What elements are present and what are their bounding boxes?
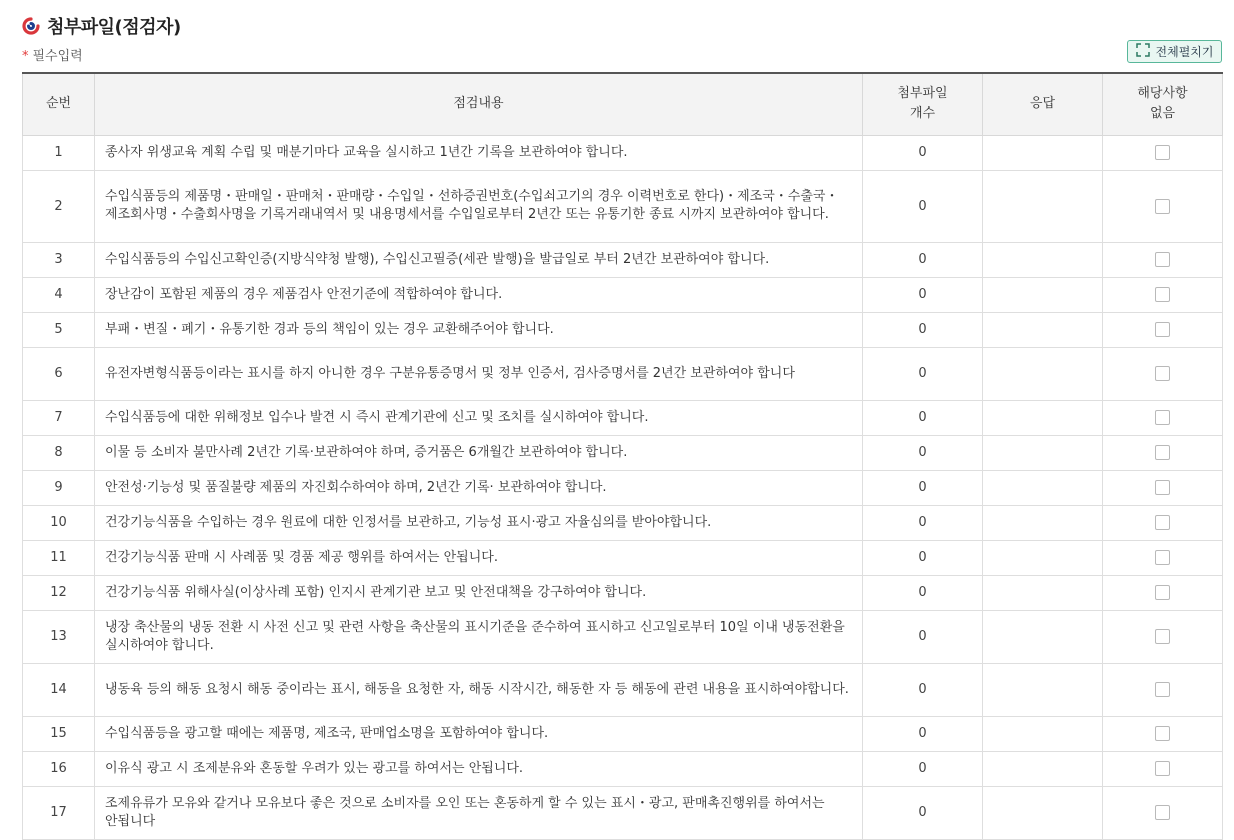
row-not-applicable-cell — [1103, 575, 1223, 610]
col-header-na-line1: 해당사항 — [1137, 86, 1188, 102]
row-number: 14 — [23, 663, 95, 716]
row-number: 4 — [23, 277, 95, 312]
col-header-attachments — [863, 73, 983, 135]
not-applicable-checkbox[interactable] — [1155, 199, 1170, 214]
row-check-content: 수입식품등의 수입신고확인증(지방식약청 발행), 수입신고필증(세관 발행)을 발급일로 부터 2년간 보관하여야 합니다. — [95, 242, 863, 277]
table-row — [23, 312, 1223, 347]
not-applicable-checkbox[interactable] — [1155, 287, 1170, 302]
row-response-cell[interactable] — [983, 400, 1103, 435]
table-row — [23, 575, 1223, 610]
col-header-not-applicable — [1103, 73, 1223, 135]
not-applicable-checkbox[interactable] — [1155, 761, 1170, 776]
row-number: 12 — [23, 575, 95, 610]
row-attachment-count[interactable]: 0 — [863, 610, 983, 663]
row-number: 6 — [23, 347, 95, 400]
row-number: 7 — [23, 400, 95, 435]
table-row — [23, 610, 1223, 663]
row-check-content: 건강기능식품 판매 시 사례품 및 경품 제공 행위를 하여서는 안됩니다. — [95, 540, 863, 575]
col-header-attachments-line1: 첨부파일 — [897, 86, 948, 102]
row-not-applicable-cell — [1103, 663, 1223, 716]
col-header-attachments-line2: 개수 — [909, 106, 936, 122]
row-not-applicable-cell — [1103, 610, 1223, 663]
row-not-applicable-cell — [1103, 347, 1223, 400]
table-row — [23, 135, 1223, 170]
row-response-cell[interactable] — [983, 435, 1103, 470]
not-applicable-checkbox[interactable] — [1155, 682, 1170, 697]
row-attachment-count[interactable]: 0 — [863, 575, 983, 610]
table-row — [23, 435, 1223, 470]
row-attachment-count[interactable]: 0 — [863, 435, 983, 470]
row-response-cell[interactable] — [983, 540, 1103, 575]
row-check-content: 수입식품등을 광고할 때에는 제품명, 제조국, 판매업소명을 포함하여야 합니다. — [95, 716, 863, 751]
row-number: 13 — [23, 610, 95, 663]
row-check-content: 냉동육 등의 해동 요청시 해동 중이라는 표시, 해동을 요청한 자, 해동 시작시간, 해동한 자 등 해동에 관련 내용을 표시하여야합니다. — [95, 663, 863, 716]
table-row — [23, 470, 1223, 505]
row-attachment-count[interactable]: 0 — [863, 400, 983, 435]
row-check-content: 유전자변형식품등이라는 표시를 하지 아니한 경우 구분유통증명서 및 정부 인증서, 검사증명서를 2년간 보관하여야 합니다 — [95, 347, 863, 400]
row-number: 15 — [23, 716, 95, 751]
col-header-content: 점검내용 — [95, 73, 863, 135]
not-applicable-checkbox[interactable] — [1155, 515, 1170, 530]
row-attachment-count[interactable]: 0 — [863, 716, 983, 751]
table-row — [23, 540, 1223, 575]
row-check-content: 냉장 축산물의 냉동 전환 시 사전 신고 및 관련 사항을 축산물의 표시기준을 준수하여 표시하고 신고일로부터 10일 이내 냉동전환을 실시하여야 합니다. — [95, 610, 863, 663]
row-not-applicable-cell — [1103, 135, 1223, 170]
row-not-applicable-cell — [1103, 312, 1223, 347]
row-response-cell[interactable] — [983, 610, 1103, 663]
row-not-applicable-cell — [1103, 716, 1223, 751]
row-check-content: 부패・변질・폐기・유통기한 경과 등의 책임이 있는 경우 교환해주어야 합니다. — [95, 312, 863, 347]
row-not-applicable-cell — [1103, 277, 1223, 312]
row-response-cell[interactable] — [983, 663, 1103, 716]
row-not-applicable-cell — [1103, 786, 1223, 839]
row-check-content: 수입식품등에 대한 위해정보 입수나 발견 시 즉시 관계기관에 신고 및 조치를 실시하여야 합니다. — [95, 400, 863, 435]
not-applicable-checkbox[interactable] — [1155, 445, 1170, 460]
table-row — [23, 751, 1223, 786]
row-check-content: 건강기능식품 위해사실(이상사례 포함) 인지시 관계기관 보고 및 안전대책을 강구하여야 합니다. — [95, 575, 863, 610]
table-body — [23, 135, 1223, 839]
checklist-table-container — [22, 72, 1222, 840]
col-header-response: 응답 — [983, 73, 1103, 135]
not-applicable-checkbox[interactable] — [1155, 480, 1170, 495]
table-row — [23, 170, 1223, 242]
table-row — [23, 347, 1223, 400]
row-check-content: 이유식 광고 시 조제분유와 혼동할 우려가 있는 광고를 하여서는 안됩니다. — [95, 751, 863, 786]
table-row — [23, 663, 1223, 716]
not-applicable-checkbox[interactable] — [1155, 550, 1170, 565]
page-title: 첨부파일(점검자) — [47, 17, 181, 38]
table-row — [23, 505, 1223, 540]
not-applicable-checkbox[interactable] — [1155, 322, 1170, 337]
row-number: 8 — [23, 435, 95, 470]
row-response-cell[interactable] — [983, 347, 1103, 400]
row-response-cell[interactable] — [983, 575, 1103, 610]
row-number: 11 — [23, 540, 95, 575]
row-number: 16 — [23, 751, 95, 786]
table-header-row — [23, 73, 1223, 135]
row-check-content: 장난감이 포함된 제품의 경우 제품검사 안전기준에 적합하여야 합니다. — [95, 277, 863, 312]
table-row — [23, 786, 1223, 839]
col-header-na-line2: 없음 — [1149, 106, 1176, 122]
brand-swirl-icon — [22, 17, 40, 35]
row-check-content: 이물 등 소비자 불만사례 2년간 기록·보관하여야 하며, 증거품은 6개월간 보관하여야 합니다. — [95, 435, 863, 470]
row-attachment-count[interactable]: 0 — [863, 663, 983, 716]
row-check-content: 조제유류가 모유와 같거나 모유보다 좋은 것으로 소비자를 오인 또는 혼동하게 할 수 있는 표시・광고, 판매촉진행위를 하여서는 안됩니다 — [95, 786, 863, 839]
not-applicable-checkbox[interactable] — [1155, 585, 1170, 600]
row-response-cell[interactable] — [983, 170, 1103, 242]
required-note — [22, 45, 83, 64]
row-number: 9 — [23, 470, 95, 505]
row-not-applicable-cell — [1103, 540, 1223, 575]
required-label: 필수입력 — [32, 49, 83, 64]
row-not-applicable-cell — [1103, 170, 1223, 242]
row-response-cell[interactable] — [983, 786, 1103, 839]
not-applicable-checkbox[interactable] — [1155, 726, 1170, 741]
row-attachment-count[interactable]: 0 — [863, 277, 983, 312]
row-not-applicable-cell — [1103, 435, 1223, 470]
table-row — [23, 716, 1223, 751]
section-header — [22, 12, 181, 40]
row-not-applicable-cell — [1103, 400, 1223, 435]
not-applicable-checkbox[interactable] — [1155, 145, 1170, 160]
row-not-applicable-cell — [1103, 470, 1223, 505]
row-check-content: 종사자 위생교육 계획 수립 및 매분기마다 교육을 실시하고 1년간 기록을 보관하여야 합니다. — [95, 135, 863, 170]
row-attachment-count[interactable]: 0 — [863, 312, 983, 347]
row-response-cell[interactable] — [983, 135, 1103, 170]
row-not-applicable-cell — [1103, 505, 1223, 540]
row-number: 17 — [23, 786, 95, 839]
row-response-cell[interactable] — [983, 470, 1103, 505]
row-number: 5 — [23, 312, 95, 347]
row-attachment-count[interactable]: 0 — [863, 170, 983, 242]
row-attachment-count[interactable]: 0 — [863, 347, 983, 400]
row-response-cell[interactable] — [983, 242, 1103, 277]
row-attachment-count[interactable]: 0 — [863, 470, 983, 505]
row-check-content: 수입식품등의 제품명・판매일・판매처・판매량・수입일・선하증권번호(수입쇠고기의 경우 이력번호로 한다)・제조국・수출국・제조회사명・수출회사명을 기록거래내역서 및 내용명세서를 수입일로부터 2년간 또는 유통기한 종료 시까지 보관하여야 합니다. — [95, 170, 863, 242]
row-attachment-count[interactable]: 0 — [863, 135, 983, 170]
not-applicable-checkbox[interactable] — [1155, 252, 1170, 267]
col-header-no: 순번 — [23, 73, 95, 135]
row-check-content: 안전성·기능성 및 품질불량 제품의 자진회수하여야 하며, 2년간 기록· 보관하여야 합니다. — [95, 470, 863, 505]
row-check-content: 건강기능식품을 수입하는 경우 원료에 대한 인정서를 보관하고, 기능성 표시·광고 자율심의를 받아야합니다. — [95, 505, 863, 540]
table-row — [23, 400, 1223, 435]
checklist-table — [22, 72, 1223, 840]
row-number: 1 — [23, 135, 95, 170]
row-attachment-count[interactable]: 0 — [863, 242, 983, 277]
row-response-cell[interactable] — [983, 716, 1103, 751]
not-applicable-checkbox[interactable] — [1155, 410, 1170, 425]
not-applicable-checkbox[interactable] — [1155, 805, 1170, 820]
required-star: * — [22, 49, 29, 64]
row-response-cell[interactable] — [983, 312, 1103, 347]
row-number: 2 — [23, 170, 95, 242]
row-attachment-count[interactable]: 0 — [863, 540, 983, 575]
not-applicable-checkbox[interactable] — [1155, 366, 1170, 381]
row-response-cell[interactable] — [983, 277, 1103, 312]
table-row — [23, 242, 1223, 277]
expand-all-label: 전체펼치기 — [1155, 45, 1214, 59]
row-attachment-count[interactable]: 0 — [863, 786, 983, 839]
row-response-cell[interactable] — [983, 751, 1103, 786]
row-number: 3 — [23, 242, 95, 277]
row-not-applicable-cell — [1103, 751, 1223, 786]
row-number: 10 — [23, 505, 95, 540]
row-response-cell[interactable] — [983, 505, 1103, 540]
row-not-applicable-cell — [1103, 242, 1223, 277]
expand-all-button[interactable] — [1127, 40, 1222, 63]
row-attachment-count[interactable]: 0 — [863, 751, 983, 786]
not-applicable-checkbox[interactable] — [1155, 629, 1170, 644]
expand-corners-icon — [1136, 43, 1150, 60]
row-attachment-count[interactable]: 0 — [863, 505, 983, 540]
table-row — [23, 277, 1223, 312]
